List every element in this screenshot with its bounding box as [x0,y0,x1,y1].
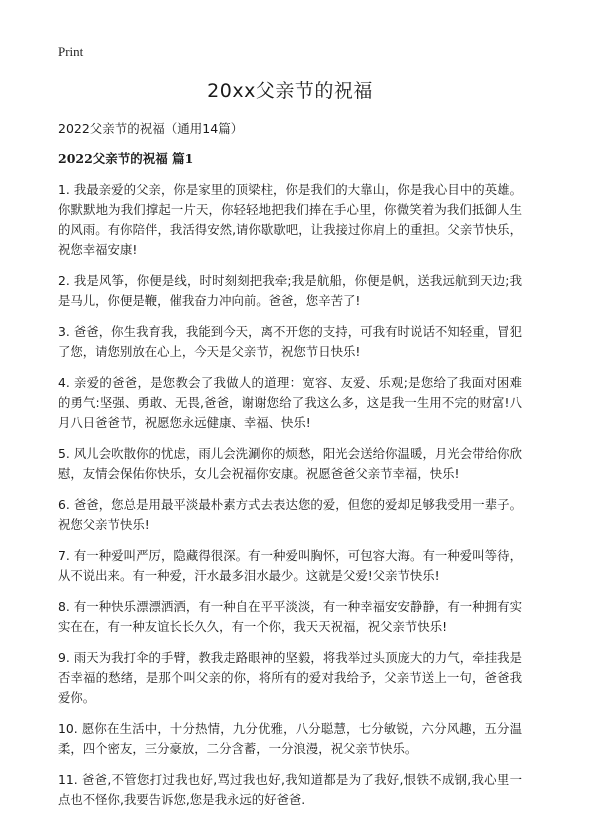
paragraph-7: 7. 有一种爱叫严厉，隐藏得很深。有一种爱叫胸怀，可包容大海。有一种爱叫等待，从不说出来。有一种爱，汗水最多泪水最少。这就是父爱!父亲节快乐! [58,548,522,583]
paragraph-9: 9. 雨天为我打伞的手臂，教我走路眼神的坚毅，将我举过头顶庞大的力气，牵挂我是否幸福的愁绪，是那个叫父亲的你，将所有的爱对我给予，父亲节送上一句，爸爸我爱你。 [58,650,522,705]
paragraph-11: 11. 爸爸,不管您打过我也好,骂过我也好,我知道都是为了我好,恨铁不成钢,我心里一点也不怪你,我要告诉您,您是我永远的好爸爸. [58,772,522,807]
paragraph-4: 4. 亲爱的爸爸，是您教会了我做人的道理：宽容、友爱、乐观;是您给了我面对困难的勇气:坚强、勇敢、无畏,爸爸，谢谢您给了我这么多，这是我一生用不完的财富!八月八日爸爸节，祝愿您永远健康、幸福、快乐! [58,375,522,430]
paragraph-6: 6. 爸爸，您总是用最平淡最朴素方式去表达您的爱，但您的爱却足够我受用一辈子。祝您父亲节快乐! [58,497,522,532]
print-link[interactable]: Print [58,44,84,59]
document-subtitle: 2022父亲节的祝福（通用14篇） [58,121,244,136]
paragraph-1: 1. 我最亲爱的父亲，你是家里的顶梁柱，你是我们的大靠山，你是我心目中的英雄。你默默地为我们撑起一片天，你轻轻地把我们捧在手心里，你微笑着为我们抵御人生的风雨。有你陪伴，我活得安然,请你歇歇吧，让我接过你肩上的重担。父亲节快乐，祝您幸福安康! [58,182,522,257]
paragraph-list [58,180,522,810]
section-heading: 2022父亲节的祝福 篇1 [58,151,194,166]
paragraph-10: 10. 愿你在生活中，十分热情，九分优雅，八分聪慧，七分敏锐，六分风趣，五分温柔，四个密友，三分豪放，二分含蓄，一分浪漫，祝父亲节快乐。 [58,721,522,756]
paragraph-2: 2. 我是风筝，你便是线，时时刻刻把我牵;我是航船，你便是帆，送我远航到天边;我是马儿，你便是鞭，催我奋力冲向前。爸爸，您辛苦了! [58,273,522,308]
paragraph-5: 5. 风儿会吹散你的忧虑，雨儿会洗涮你的烦愁，阳光会送给你温暖，月光会带给你欣慰，友情会保佑你快乐，女儿会祝福你安康。祝愿爸爸父亲节幸福，快乐! [58,446,522,481]
paragraph-3: 3. 爸爸，你生我育我，我能到今天，离不开您的支持，可我有时说话不知轻重，冒犯了您，请您别放在心上，今天是父亲节，祝您节日快乐! [58,324,522,359]
document-title: 20xx父亲节的祝福 [207,80,373,102]
paragraph-8: 8. 有一种快乐漂漂洒洒，有一种自在平平淡淡，有一种幸福安安静静，有一种拥有实实在在，有一种友谊长长久久，有一个你，我天天祝福，祝父亲节快乐! [58,599,522,634]
